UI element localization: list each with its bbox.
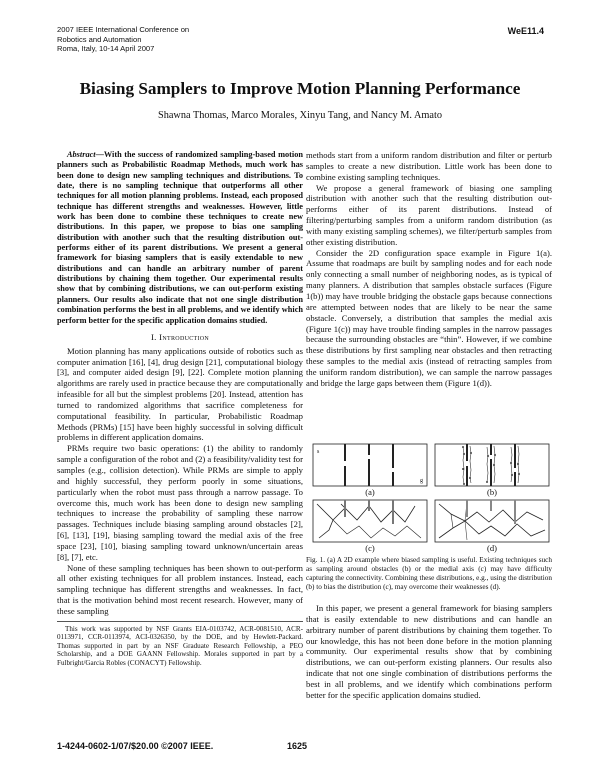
abstract-lead: Abstract— [67, 150, 104, 159]
figure-label-d: (d) [487, 543, 497, 553]
figure-panel-a [313, 444, 427, 486]
figure-label-b: (b) [487, 487, 497, 497]
right-column-lower [306, 603, 552, 701]
abstract-text: With the success of randomized sampling-based motion planners such as Probabilistic Roadmap Methods, much work has been done to design new sampling techniques and distributions. To date, there is no sampling technique that outperforms all other techniques for all motion planning problems. Instead, each proposed technique has different strengths and weaknesses. However, little work has been done to combine these techniques to create new distributions. In this paper, we propose to bias one sampling distribution with another such that the resulting distribution out-performs either of its parent distributions. We present a general framework for biasing samplers that is easily extendable to new distributions and can handle an arbitrary number of parent distributions by chaining them together. Our experimental results show that by combining distributions, we can out-perform existing planners. Our results also indicate that not one single distribution combination performs the best in all problems, and we identify which perform better for the specific application domains studied. [57, 150, 303, 325]
start-marker: s [317, 449, 320, 455]
copyright-line: 1-4244-0602-1/07/$20.00 ©2007 IEEE. [57, 741, 214, 751]
page-number: 1625 [287, 741, 308, 751]
intro-paragraph-1: Motion planning has many applications outside of robotics such as computer animation [16], [4], drug design [21], computational biology [3], and computer aided design [9], [22]. Complete motion planning algorithms are rarely used in practice because they are computationally infeasible for all but the simplest problems [20]. Instead, attention has turned to randomized algorithms that sacrifice completeness for computational feasibility. In particular, Probabilistic Roadmap Methods (PRMs) [15] have been highly successful in solving difficult problems in different application domains. [57, 345, 303, 443]
conference-location: Roma, Italy, 10-14 April 2007 [57, 44, 155, 54]
intro-paragraph-2: PRMs require two basic operations: (1) the ability to randomly sample a configuration of the robot and (2) a feasibility/validity test for samples (e.g., collision detection). While PRMs are simple to apply and highly successful, they perform poorly in some situations, particularly when the robot must pass through a narrow passage. To overcome this, much work has been done to design new sampling techniques to increase the probability of sampling these narrow passages. Techniques include biasing sampling around obstacles [2], [6], [13], [19], biasing sampling toward the medial axis of the free space [23], [10], biasing sampling toward unknown/uncertain areas [8], [7], etc. [57, 443, 303, 562]
conference-name-line1: 2007 IEEE International Conference on [57, 25, 190, 34]
figure-caption: Fig. 1. (a) A 2D example where biased sampling is useful. Existing techniques such as sampling around obstacles (b) or the medial axis (c) may have difficulty capturing the connectivity. Combining these distributions, e.g., using the distribution (b) to bias the distribution (c), may overcome their weaknesses (d). [306, 556, 552, 591]
session-code: WeE11.4 [507, 26, 544, 36]
right-paragraph-3: Consider the 2D configuration space example in Figure 1(a). Assume that roadmaps are built by sampling nodes and for each node only connecting a small number of neighboring nodes, as is typical of many planners. A distribution that samples obstacle surfaces (Figure 1(b)) may have trouble bridging the obstacle gaps because connections are attempted between nodes that are likely to be near the same obstacle. Conversely, a distribution that samples the medial axis (Figure 1(c)) may have trouble finding samples in the narrow passages because the surrounding obstacles are “thin”. However, if we combine these distributions by first sampling near obstacles and then retracting these samples to the medial axis (instead of retracting samples from the uniform random distribution), we can sample the narrow passages and bridge the large gaps between them (Figure 1(d)). [306, 247, 552, 388]
figure-panel-d [435, 500, 549, 542]
right-paragraph-2: We propose a general framework of biasing one sampling distribution with another such that the resulting distribution out-performs either of its parent distributions. Instead of filtering/perturbing samples from a uniform random distribution (as with many existing sampling schemes), we filter/perturb samples from other existing distribution. [306, 182, 552, 247]
section-heading-introduction: I. Introduction [150, 331, 210, 342]
right-column-upper [306, 150, 552, 389]
figure-panel-c [313, 500, 427, 542]
abstract [57, 150, 303, 326]
conference-header [57, 25, 189, 54]
conference-name-line2: Robotics and Automation [57, 34, 142, 44]
right-paragraph-1: methods start from a uniform random distribution and filter or perturb samples to create a new distribution. Little work has been done to combine existing sampling techniques. [306, 150, 552, 182]
figure-1 [311, 442, 551, 554]
goal-marker: g [420, 478, 423, 484]
figure-panel-b [435, 444, 549, 486]
figure-label-a: (a) [365, 487, 375, 497]
right-paragraph-4: In this paper, we present a general framework for biasing samplers that is easily extendable to new distributions and can handle an arbitrary number of parent distributions by chaining them together. To our knowledge, this has not been done before in the motion planning community. Our experimental results show that by combining distributions, we can out-perform existing planners. Our results also indicate that not one single combination of distributions performs the best in all problems, and we identify which combinations perform better for the specific application domains studied. [306, 603, 552, 700]
intro-paragraph-3: None of these sampling techniques has been shown to out-perform all other existing techniques for all problem instances. Instead, each sampling technique has different strengths and weaknesses. In fact, that is the motivation behind most recent research. However, many of these sampling [57, 562, 303, 616]
footnote-funding: This work was supported by NSF Grants EIA-0103742, ACR-0081510, ACR-0113971, CCR-0113974, ACI-0326350, by the DOE, and by Hewlett-Packard. Thomas supported in part by an NSF Graduate Research Fellowship, a PEO Scholarship, and a DOE GAANN Fellowship. Morales supported in part by a Fulbright/Garcia Robles (CONACYT) Fellowship. [57, 624, 303, 667]
author-list: Shawna Thomas, Marco Morales, Xinyu Tang, and Nancy M. Amato [157, 110, 442, 121]
figure-label-c: (c) [365, 543, 375, 553]
footnote [57, 621, 303, 668]
paper-title: Biasing Samplers to Improve Motion Planning Performance [79, 79, 521, 98]
left-column [57, 150, 303, 667]
